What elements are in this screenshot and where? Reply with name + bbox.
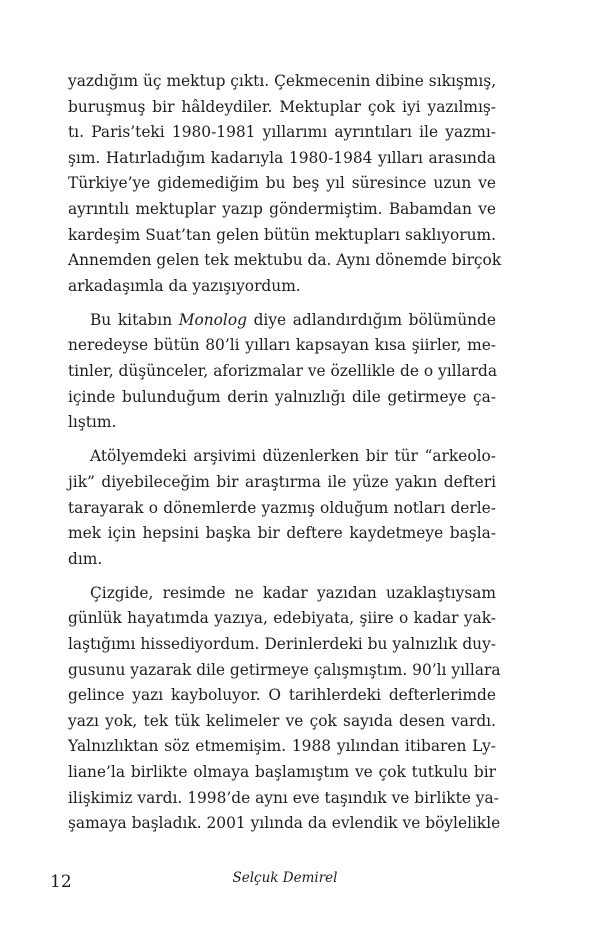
text-line xyxy=(68,734,496,760)
text-line xyxy=(68,171,496,197)
text-run: Yalnızlıktan söz etmemişim. 1988 yılından itibaren Ly- xyxy=(68,737,496,756)
text-line xyxy=(68,444,496,470)
text-run: şım. Hatırladığım kadarıyla 1980-1984 yılları arasında xyxy=(68,148,496,167)
text-run: buruşmuş bir hâldeydiler. Mektuplar çok iyi yazılmış- xyxy=(68,97,496,116)
text-run: tı. Paris’teki 1980-1981 yıllarımı ayrıntıları ile yazmı- xyxy=(68,123,496,142)
text-run: ilişkimiz vardı. 1998’de aynı eve taşındık ve birlikte ya- xyxy=(68,788,499,807)
text-line xyxy=(68,385,496,411)
text-run: Atölyemdeki arşivimi düzenlerken bir tür “arkeolo- xyxy=(90,447,496,466)
page-number: 12 xyxy=(50,872,72,892)
paragraph-gap xyxy=(68,572,496,581)
text-line xyxy=(68,223,496,249)
text-line xyxy=(68,760,496,786)
text-run: arkadaşımla da yazışıyordum. xyxy=(68,276,301,295)
text-line xyxy=(68,683,496,709)
text-line xyxy=(68,632,496,658)
text-run: mek için hepsini başka bir deftere kaydetmeye başla- xyxy=(68,524,496,543)
text-line xyxy=(68,146,496,172)
text-line xyxy=(68,658,501,684)
text-run: şamaya başladık. 2001 yılında da evlendik ve böylelikle xyxy=(68,814,501,833)
text-line xyxy=(68,308,496,334)
text-run: yazı yok, tek tük kelimeler ve çok sayıda desen vardı. xyxy=(68,711,496,730)
text-line xyxy=(68,496,496,522)
text-run: tarayarak o dönemlerde yazmış olduğum notları derle- xyxy=(68,498,496,517)
text-run: yazdığım üç mektup çıktı. Çekmecenin dibine sıkışmış, xyxy=(68,72,497,90)
paragraph xyxy=(68,308,496,436)
text-line xyxy=(68,274,496,300)
text-run: kardeşim Suat’tan gelen bütün mektupları saklıyorum. xyxy=(68,225,496,244)
text-line xyxy=(68,811,501,837)
paragraph xyxy=(68,581,501,837)
text-line xyxy=(68,470,496,496)
text-line xyxy=(68,248,502,274)
text-run: günlük hayatımda yazıya, edebiyata, şiire o kadar yak- xyxy=(68,609,496,628)
text-line xyxy=(68,69,496,95)
text-line xyxy=(68,359,496,385)
text-line xyxy=(68,333,496,359)
text-run: Türkiye’ye gidemediğim bu beş yıl süresince uzun ve xyxy=(68,174,496,193)
text-run: ayrıntılı mektuplar yazıp göndermiştim. Babamdan ve xyxy=(68,199,496,218)
text-run: içinde bulunduğum derin yalnızlığı dile getirmeye ça- xyxy=(68,387,496,406)
paragraph-gap xyxy=(68,436,496,445)
text-run: diye adlandırdığım bölümünde xyxy=(246,310,496,329)
text-line xyxy=(68,410,496,436)
text-run: gusunu yazarak dile getirmeye çalışmıştım. 90’lı yıllara xyxy=(68,660,501,679)
text-run: dım. xyxy=(68,549,103,568)
body-text xyxy=(68,69,502,837)
text-run: Bu kitabın xyxy=(90,310,179,329)
text-line xyxy=(68,197,496,223)
text-run: lıştım. xyxy=(68,413,117,432)
text-run: neredeyse bütün 80’li yılları kapsayan kısa şiirler, me- xyxy=(68,336,496,355)
book-title-italic: Monolog xyxy=(178,310,247,329)
text-run: liane’la birlikte olmaya başlamıştım ve çok tutkulu bir xyxy=(68,762,496,781)
text-line xyxy=(68,606,496,632)
text-run: tinler, düşünceler, aforizmalar ve özellikle de o yıllarda xyxy=(68,362,498,381)
text-run: gelince yazı kayboluyor. O tarihlerdeki defterlerimde xyxy=(68,686,496,705)
text-line xyxy=(68,547,496,573)
text-run: laştığımı hissediyordum. Derinlerdeki bu yalnızlık duy- xyxy=(68,634,496,653)
text-run: jik” diyebileceğim bir araştırma ile yüze yakın defteri xyxy=(68,472,496,491)
text-run: Annemden gelen tek mektubu da. Aynı dönemde birçok xyxy=(68,251,502,270)
text-line xyxy=(68,95,496,121)
running-footer-author: Selçuk Demirel xyxy=(232,870,338,886)
text-line xyxy=(68,581,496,607)
text-line xyxy=(68,786,499,812)
paragraph xyxy=(68,69,502,299)
paragraph-gap xyxy=(68,299,496,308)
text-line xyxy=(68,120,496,146)
text-line xyxy=(68,709,496,735)
text-run: Çizgide, resimde ne kadar yazıdan uzaklaştıysam xyxy=(90,583,496,602)
text-line xyxy=(68,521,496,547)
paragraph xyxy=(68,444,496,572)
